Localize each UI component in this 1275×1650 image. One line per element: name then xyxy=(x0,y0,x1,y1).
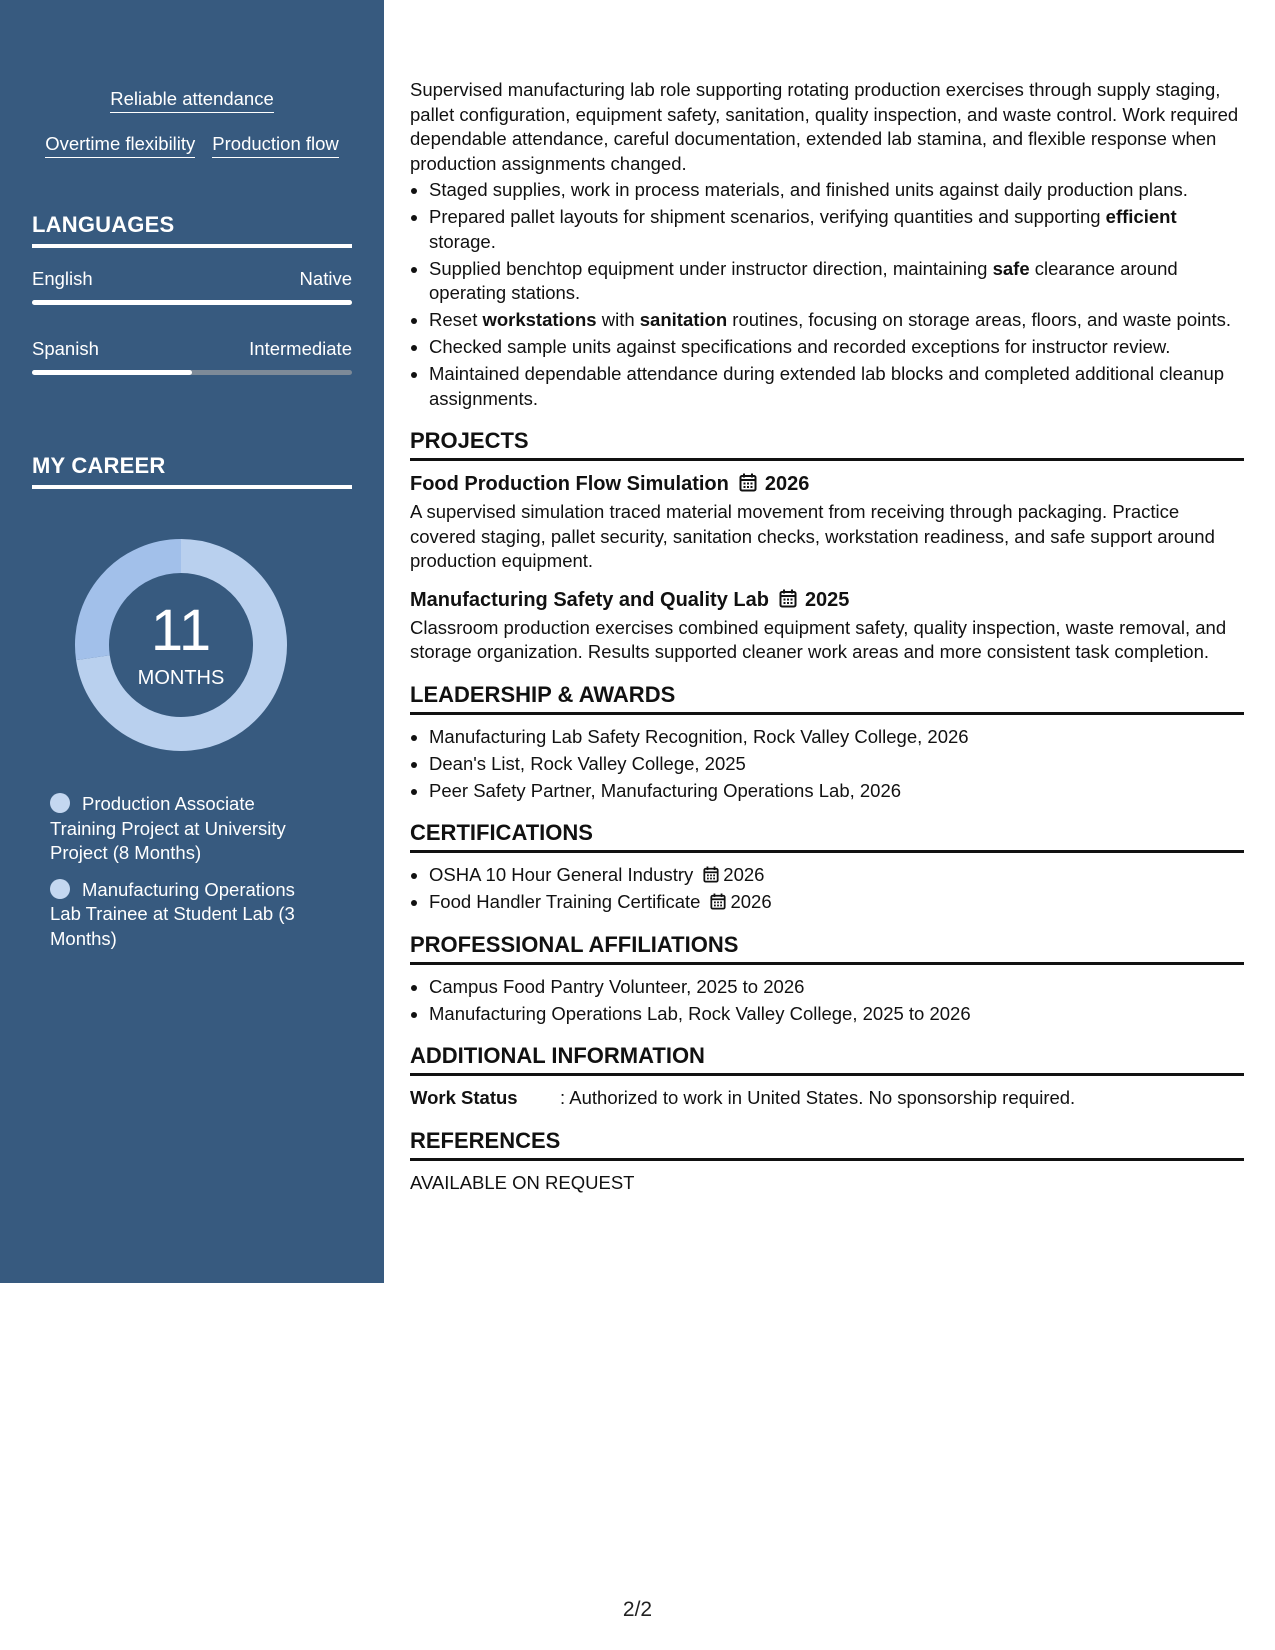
experience-bullet: • Staged supplies, work in process materials, and finished units against daily production plans. xyxy=(429,178,1244,203)
certification-year: 2026 xyxy=(723,864,765,885)
leadership-item: • Dean's List, Rock Valley College, 2025 xyxy=(429,752,1244,777)
project-item xyxy=(410,471,1244,574)
skills-row-1 xyxy=(0,88,384,113)
certifications-heading: CERTIFICATIONS xyxy=(410,819,1244,853)
language-level: Intermediate xyxy=(249,338,352,359)
sidebar xyxy=(0,0,384,1283)
career-total-unit: MONTHS xyxy=(137,667,225,689)
skill-tag: Overtime flexibility xyxy=(45,133,195,158)
project-item xyxy=(410,587,1244,665)
project-year: 2026 xyxy=(764,473,810,495)
language-english xyxy=(32,268,352,305)
proficiency-fill xyxy=(32,300,352,305)
affiliations-list xyxy=(410,975,1244,1027)
experience-bullet: • Prepared pallet layouts for shipment scenarios, verifying quantities and supporting efficient storage. xyxy=(429,205,1244,254)
work-status-value: : Authorized to work in United States. No sponsorship required. xyxy=(560,1087,1076,1108)
affiliations-heading: PROFESSIONAL AFFILIATIONS xyxy=(410,931,1244,965)
certification-item xyxy=(429,863,1244,888)
project-title: Food Production Flow Simulation xyxy=(410,473,729,495)
references-text: AVAILABLE ON REQUEST xyxy=(410,1171,635,1193)
references-heading: REFERENCES xyxy=(410,1127,1244,1161)
proficiency-fill xyxy=(32,370,192,375)
calendar-icon xyxy=(739,473,757,492)
leadership-heading: LEADERSHIP & AWARDS xyxy=(410,681,1244,715)
leadership-item: • Manufacturing Lab Safety Recognition, Rock Valley College, 2026 xyxy=(429,725,1244,750)
leadership-list xyxy=(410,725,1244,804)
project-description: Classroom production exercises combined equipment safety, quality inspection, waste removal, and storage organization. Results supported cleaner work areas and more consistent task completion. xyxy=(410,616,1227,662)
work-status-label: Work Status xyxy=(410,1087,518,1108)
language-name: Spanish xyxy=(32,338,99,359)
certification-item xyxy=(429,890,1244,915)
certification-name: OSHA 10 Hour General Industry xyxy=(429,864,694,885)
experience-bullets xyxy=(410,178,1244,411)
projects-heading: PROJECTS xyxy=(410,427,1244,461)
project-year: 2025 xyxy=(804,588,850,611)
skill-tag: Reliable attendance xyxy=(110,88,274,113)
language-level: Native xyxy=(299,268,352,289)
skill-tag: Production flow xyxy=(212,133,338,158)
page-number: 2/2 xyxy=(622,1598,653,1621)
languages-heading: LANGUAGES xyxy=(32,212,352,248)
experience-bullet: • Maintained dependable attendance during extended lab blocks and completed additional cleanup assignments. xyxy=(429,362,1244,411)
skills-row-2 xyxy=(0,133,384,158)
career-item-text: Production Associate Training Project at University Project (8 Months) xyxy=(50,793,286,863)
career-item xyxy=(50,878,320,952)
career-heading: MY CAREER xyxy=(32,453,352,489)
career-donut xyxy=(66,530,296,760)
main-content xyxy=(410,78,1244,1195)
career-item-text: Manufacturing Operations Lab Trainee at Student Lab (3 Months) xyxy=(50,878,295,949)
legend-dot-icon xyxy=(50,793,70,813)
experience-bullet: • Supplied benchtop equipment under instructor direction, maintaining safe clearance around operating stations. xyxy=(429,257,1244,306)
language-name: English xyxy=(32,268,93,289)
affiliation-item: • Campus Food Pantry Volunteer, 2025 to 2026 xyxy=(429,975,1244,1000)
experience-bullet: • Reset workstations with sanitation routines, focusing on storage areas, floors, and waste points. xyxy=(429,308,1244,333)
proficiency-bar xyxy=(32,370,352,375)
experience-bullet: • Checked sample units against specifications and recorded exceptions for instructor review. xyxy=(429,335,1244,360)
language-spanish xyxy=(32,338,352,375)
calendar-icon xyxy=(779,589,797,608)
leadership-item: • Peer Safety Partner, Manufacturing Operations Lab, 2026 xyxy=(429,779,1244,804)
calendar-icon xyxy=(710,893,726,910)
calendar-icon xyxy=(703,866,719,883)
affiliation-item: • Manufacturing Operations Lab, Rock Valley College, 2025 to 2026 xyxy=(429,1002,1244,1027)
proficiency-bar xyxy=(32,300,352,305)
project-title: Manufacturing Safety and Quality Lab xyxy=(410,588,769,611)
legend-dot-icon xyxy=(50,879,70,899)
project-description: A supervised simulation traced material movement from receiving through packaging. Practice covered staging, pallet security, sanitation checks, workstation readiness, and safe support around production equipment. xyxy=(410,501,1215,571)
career-list xyxy=(50,792,320,963)
certification-year: 2026 xyxy=(730,891,772,912)
career-total-number: 11 xyxy=(150,598,212,663)
certifications-list xyxy=(410,863,1244,915)
career-item xyxy=(50,792,320,866)
experience-summary: Supervised manufacturing lab role supporting rotating production exercises through supply staging, pallet configuration, equipment safety, sanitation, quality inspection, and waste control. Work required dependable attendance, careful documentation, extended lab stamina, and flexible response when production assignments changed. xyxy=(410,79,1239,174)
certification-name: Food Handler Training Certificate xyxy=(429,891,701,912)
work-status xyxy=(410,1086,1244,1111)
additional-info-heading: ADDITIONAL INFORMATION xyxy=(410,1042,1244,1076)
